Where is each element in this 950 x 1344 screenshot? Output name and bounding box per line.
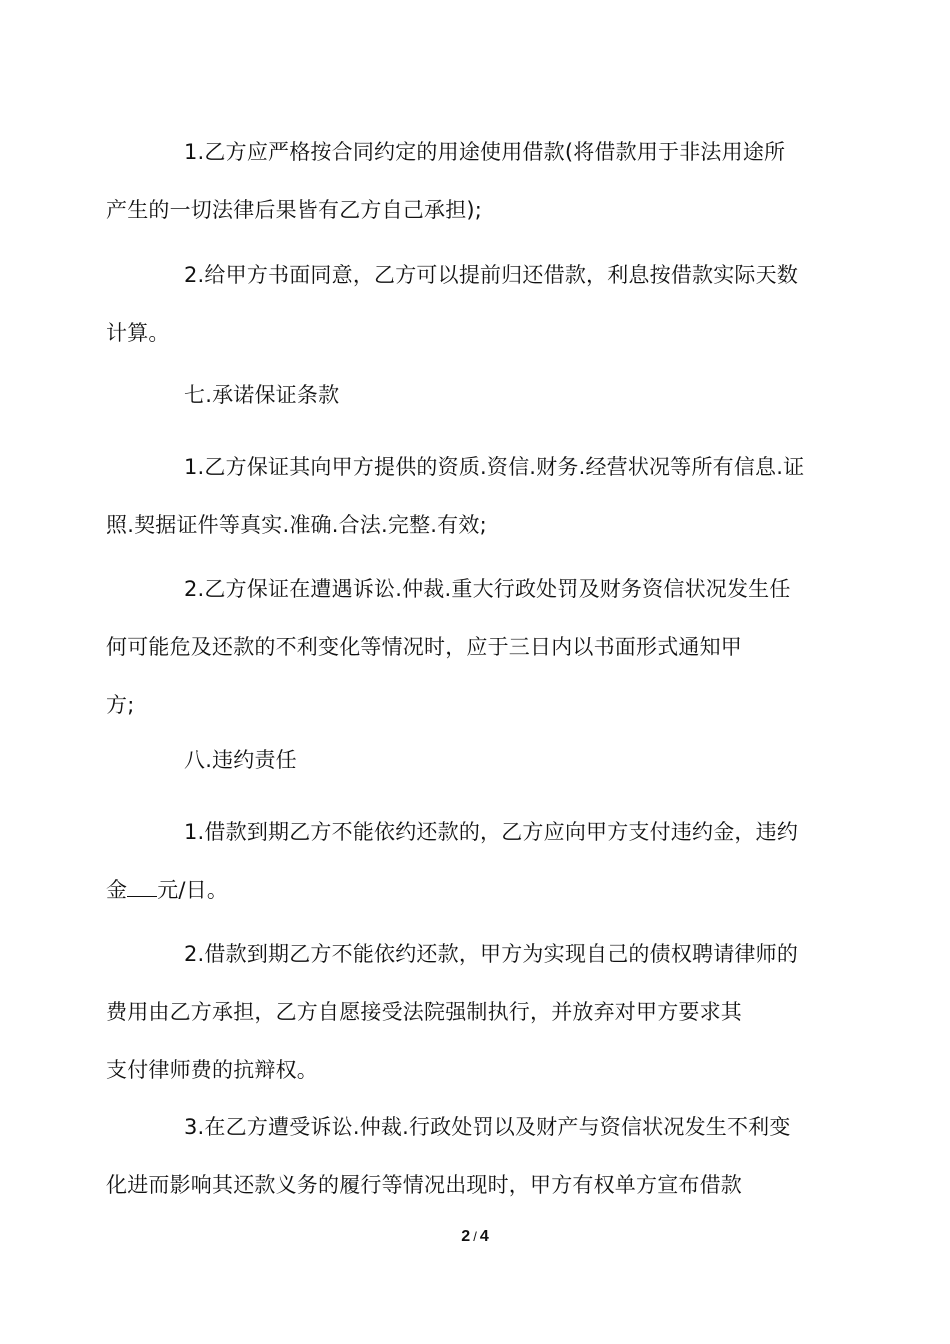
paragraph-line: 1.借款到期乙方不能依约还款的，乙方应向甲方支付违约金，违约	[184, 820, 799, 844]
paragraph-line: 1.乙方保证其向甲方提供的资质.资信.财务.经营状况等所有信息.证	[184, 455, 805, 479]
section-heading-eight	[145, 731, 810, 789]
section-heading: 七.承诺保证条款	[184, 383, 340, 407]
paragraph-4	[106, 438, 810, 554]
paragraph-line: 1.乙方应严格按合同约定的用途使用借款(将借款用于非法用途所	[184, 140, 786, 164]
paragraph-line: 费用由乙方承担，乙方自愿接受法院强制执行，并放弃对甲方要求其	[106, 1000, 742, 1024]
paragraph-7	[106, 803, 810, 919]
paragraph-9	[106, 1098, 810, 1214]
section-heading-seven	[145, 366, 810, 424]
paragraph-line: 何可能危及还款的不利变化等情况时，应于三日内以书面形式通知甲	[106, 635, 742, 659]
paragraph-line	[106, 861, 810, 919]
page-number	[0, 1228, 950, 1246]
paragraph-line: 化进而影响其还款义务的履行等情况出现时，甲方有权单方宣布借款	[106, 1173, 742, 1197]
paragraph-line: 2.借款到期乙方不能依约还款，甲方为实现自己的债权聘请律师的	[184, 942, 799, 966]
paragraph-8	[106, 925, 810, 1099]
paragraph-line: 3.在乙方遭受诉讼.仲裁.行政处罚以及财产与资信状况发生不利变	[184, 1115, 791, 1139]
paragraph-line: 产生的一切法律后果皆有乙方自己承担);	[106, 198, 483, 222]
total-pages: 4	[479, 1228, 489, 1245]
page-separator: /	[473, 1229, 477, 1244]
paragraph-line: 方;	[106, 693, 135, 717]
paragraph-line: 计算。	[106, 321, 170, 345]
paragraph-line: 支付律师费的抗辩权。	[106, 1058, 318, 1082]
paragraph-line: 2.乙方保证在遭遇诉讼.仲裁.重大行政处罚及财务资信状况发生任	[184, 577, 791, 601]
paragraph-2	[106, 246, 810, 362]
paragraph-1	[106, 123, 810, 239]
paragraph-line: 照.契据证件等真实.准确.合法.完整.有效;	[106, 513, 487, 537]
line-text: 金	[106, 878, 128, 902]
paragraph-line: 2.给甲方书面同意，乙方可以提前归还借款，利息按借款实际天数	[184, 263, 799, 287]
section-heading: 八.违约责任	[184, 748, 297, 772]
current-page: 2	[461, 1228, 471, 1245]
fill-in-blank	[127, 876, 157, 897]
paragraph-5	[106, 560, 810, 734]
line-text: 元/日。	[157, 878, 229, 902]
